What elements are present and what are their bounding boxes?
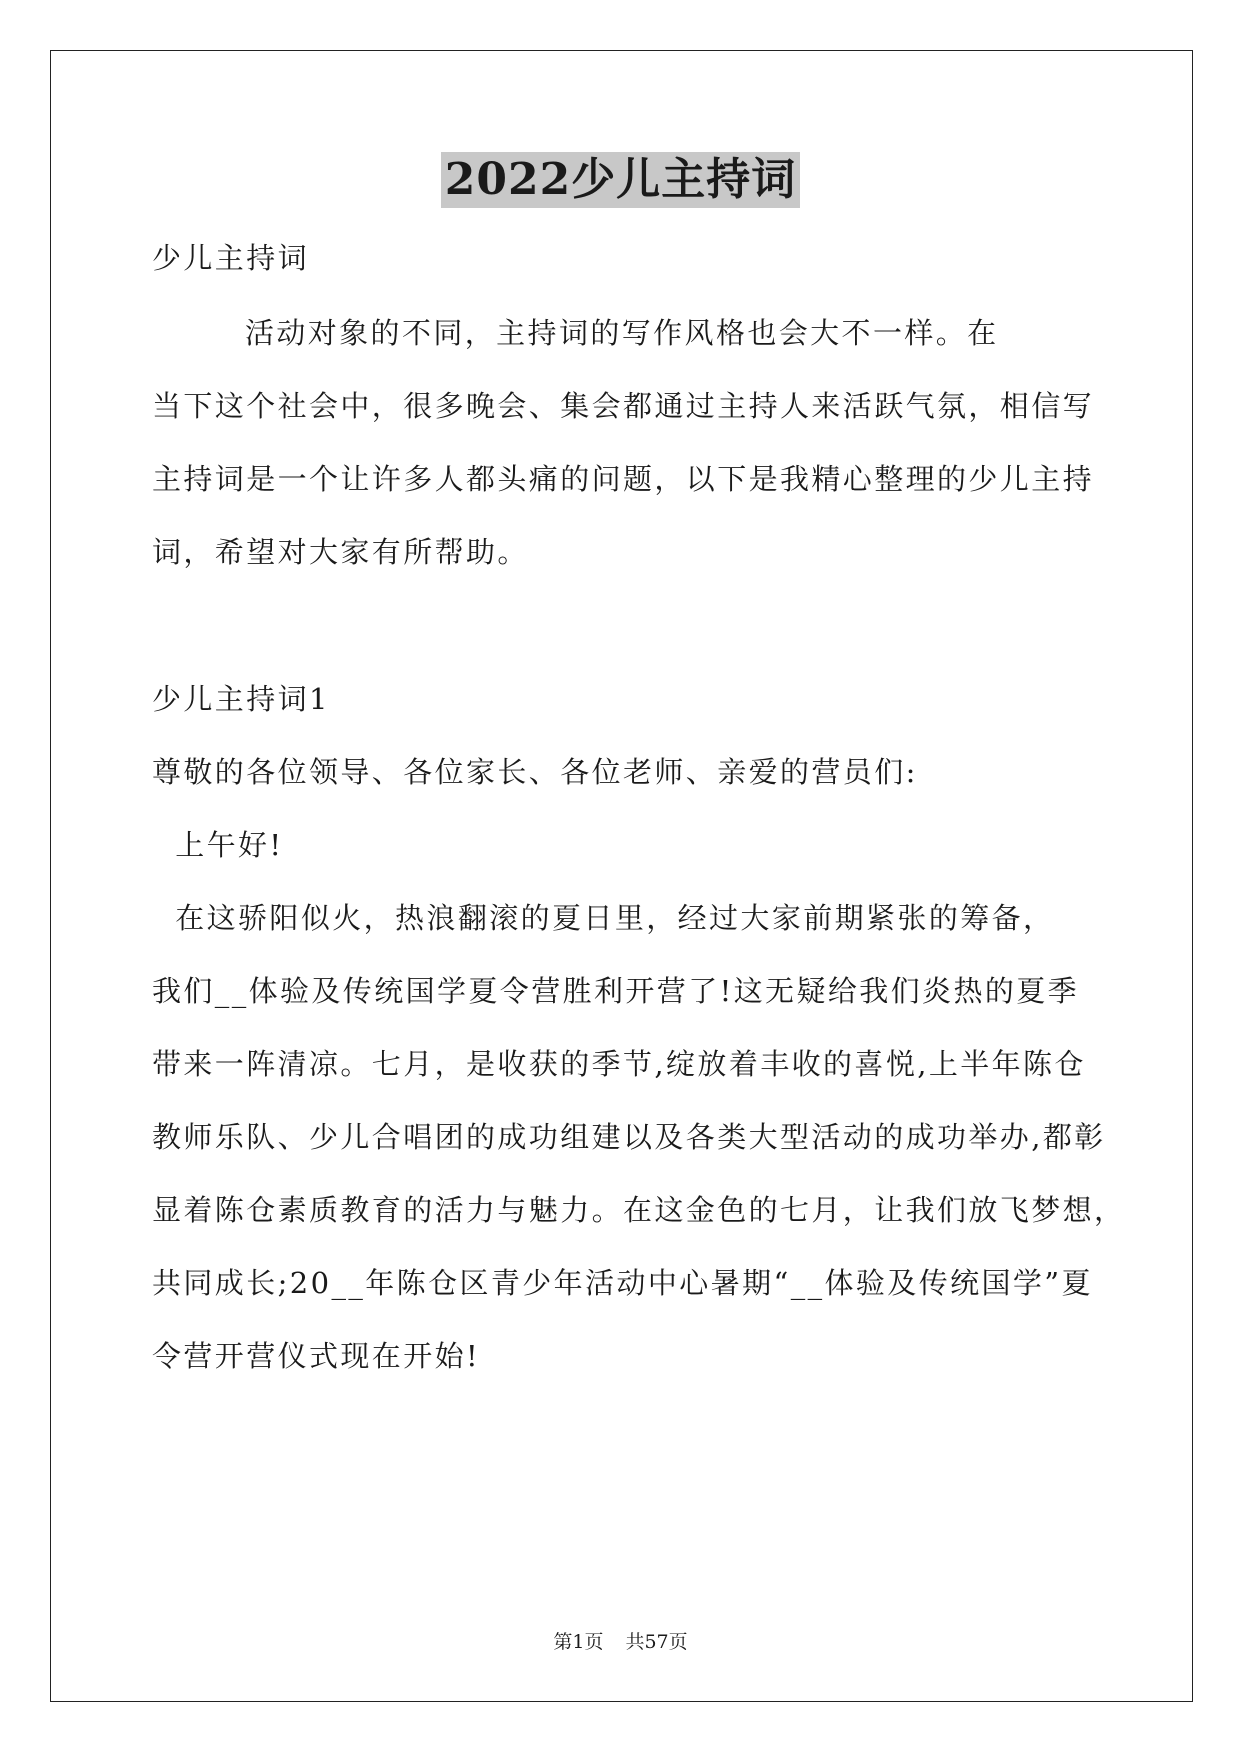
body-line: 共同成长;20__年陈仓区青少年活动中心暑期“__体验及传统国学”夏 [152, 1266, 1093, 1300]
page-total: 共57页 [625, 1631, 688, 1653]
document-title: 2022少儿主持词 [441, 152, 800, 208]
body-line: 带来一阵清凉。七月，是收获的季节,绽放着丰收的喜悦,上半年陈仓 [152, 1047, 1086, 1081]
intro-line: 主持词是一个让许多人都头痛的问题，以下是我精心整理的少儿主持 [152, 462, 1095, 496]
body-line: 我们__体验及传统国学夏令营胜利开营了!这无疑给我们炎热的夏季 [152, 974, 1080, 1008]
greeting: 上午好! [152, 828, 284, 862]
intro-line: 活动对象的不同，主持词的写作风格也会大不一样。在 [152, 316, 999, 350]
page-number: 第1页 [553, 1631, 604, 1653]
title-container [0, 152, 1241, 208]
body-line: 显着陈仓素质教育的活力与魅力。在这金色的七月，让我们放飞梦想， [152, 1193, 1126, 1227]
section-heading: 少儿主持词1 [152, 682, 330, 716]
subtitle: 少儿主持词 [152, 241, 310, 275]
body-line: 在这骄阳似火，热浪翻滚的夏日里，经过大家前期紧张的筹备， [152, 901, 1055, 935]
intro-line: 词，希望对大家有所帮助。 [152, 535, 529, 569]
intro-line: 当下这个社会中，很多晚会、集会都通过主持人来活跃气氛，相信写 [152, 389, 1095, 423]
body-line: 教师乐队、少儿合唱团的成功组建以及各类大型活动的成功举办,都彰 [152, 1120, 1106, 1154]
salutation: 尊敬的各位领导、各位家长、各位老师、亲爱的营员们: [152, 755, 918, 789]
body-line: 令营开营仪式现在开始! [152, 1339, 481, 1373]
page-border [50, 50, 1193, 1702]
page-footer [0, 1630, 1241, 1654]
